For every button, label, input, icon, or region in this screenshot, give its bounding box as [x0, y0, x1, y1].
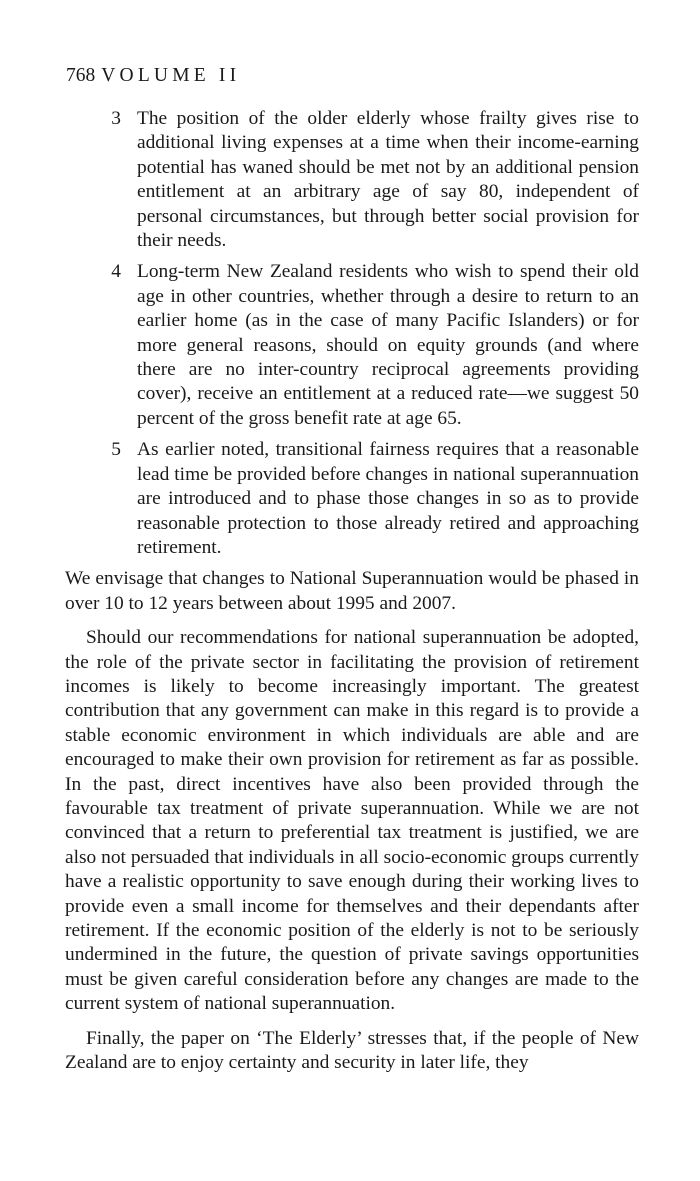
body-text	[65, 107, 639, 1075]
list-item-text: The position of the older elderly whose frailty gives rise to additional living expenses at a time when their income-earning potential has waned should be met not by an additional pension entitlement at an arbitrary age of say 80, independent of personal circumstances, but through better social provision for their needs.	[137, 108, 639, 252]
page-number: 768	[66, 65, 96, 86]
list-item-text: As earlier noted, transitional fairness requires that a reasonable lead time be provided before changes in national superannuation are introduced and to phase those changes in so as to provide reasonable protection to those already retired and approaching retirement.	[137, 439, 639, 558]
volume-label: VOLUME II	[101, 65, 241, 86]
paragraph: We envisage that changes to National Superannuation would be phased in over 10 to 12 years between about 1995 and 2007.	[65, 568, 639, 614]
list-item	[65, 107, 639, 253]
list-item-number: 5	[111, 439, 121, 461]
list-item	[65, 260, 639, 431]
paragraph: Finally, the paper on ‘The Elderly’ stresses that, if the people of New Zealand are to enjoy certainty and security in later life, they	[65, 1027, 639, 1074]
list-item	[65, 438, 639, 560]
list-item-number: 4	[111, 261, 121, 283]
list-item-text: Long-term New Zealand residents who wish to spend their old age in other countries, whether through a desire to return to an earlier home (as in the case of many Pacific Islanders) or for more general reasons, should on equity grounds (and where there are no inter-country reciprocal agreements providing cover), receive an entitlement at a reduced rate—we suggest 50 percent of the gross benefit rate at age 65.	[137, 261, 639, 429]
paragraph: Should our recommendations for national superannuation be adopted, the role of the private sector in facilitating the provision of retirement incomes is likely to become increasingly important. The greatest contribution that any government can make in this regard is to provide a stable economic environment in which individuals are able and are encouraged to make their own provision for retirement as far as possible. In the past, direct incentives have also been provided through the favourable tax treatment of private superannuation. While we are not convinced that a return to preferential tax treatment is justified, we are also not persuaded that individuals in all socio-economic groups currently have a realistic opportunity to save enough during their working lives to provide even a small income for themselves and their dependants after retirement. If the economic position of the elderly is not to be seriously undermined in the future, the question of private savings opportunities must be given careful consideration before any changes are made to the current system of national superannuation.	[65, 627, 639, 1015]
recommendation-list	[65, 107, 639, 560]
running-header	[66, 62, 240, 90]
list-item-number: 3	[111, 108, 121, 129]
